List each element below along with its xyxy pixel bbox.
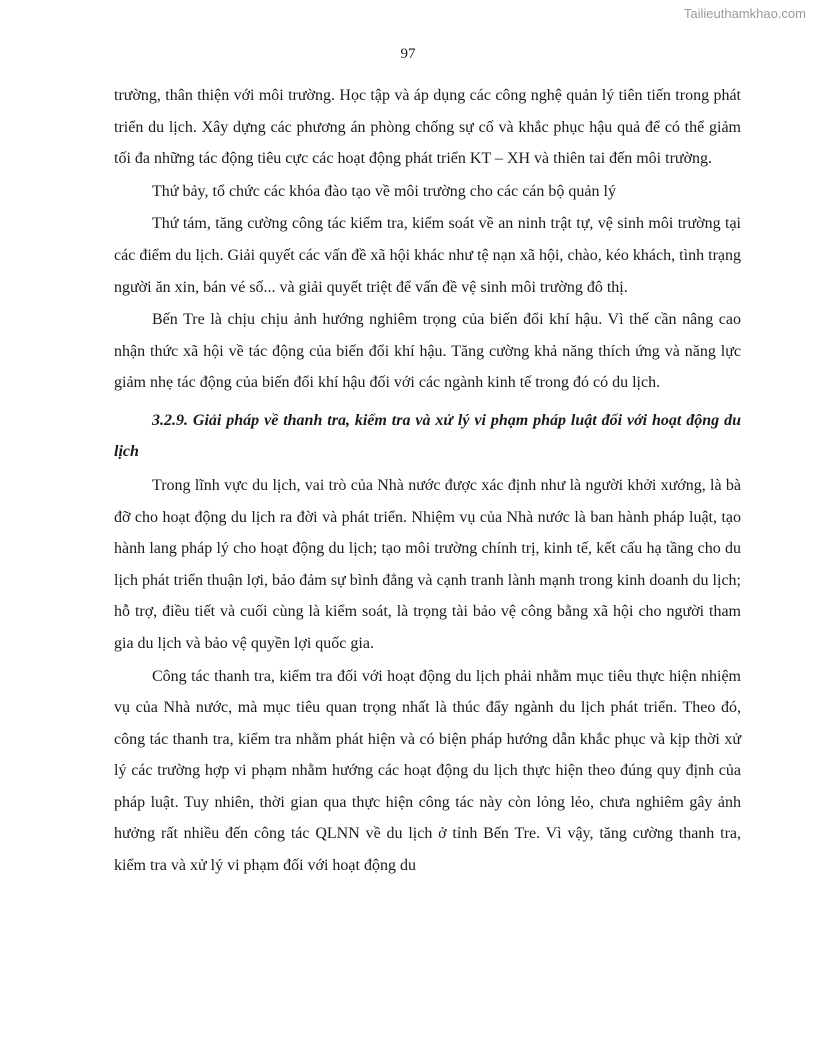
watermark: Tailieuthamkhao.com xyxy=(683,6,806,21)
paragraph-inspection: Công tác thanh tra, kiểm tra đối với hoạt động du lịch phải nhằm mục tiêu thực hiện nhiệm vụ của Nhà nước, mà mục tiêu quan trọng nhất là thúc đẩy ngành du lịch phát triển. Theo đó, công tác thanh tra, kiểm tra nhằm phát hiện và có biện pháp hướng dẫn khắc phục và kịp thời xử lý các trường hợp vi phạm nhằm hướng các hoạt động du lịch thực hiện theo đúng quy định của pháp luật. Tuy nhiên, thời gian qua thực hiện công tác này còn lỏng lẻo, chưa nghiêm gây ảnh hưởng rất nhiều đến công tác QLNN về du lịch ở tỉnh Bến Tre. Vì vậy, tăng cường thanh tra, kiểm tra và xử lý vi phạm đối với hoạt động du xyxy=(114,667,741,875)
paragraph-state-role: Trong lĩnh vực du lịch, vai trò của Nhà nước được xác định như là người khởi xướng, là bà đỡ cho hoạt động du lịch ra đời và phát triển. Nhiệm vụ của Nhà nước là ban hành pháp luật, tạo hành lang pháp lý cho hoạt động du lịch; tạo môi trường chính trị, kinh tế, kết cấu hạ tầng cho du lịch phát triển thuận lợi, bảo đảm sự bình đẳng và cạnh tranh lành mạnh trong kinh doanh du lịch; hỗ trợ, điều tiết và cuối cùng là kiểm soát, là trọng tài bảo vệ công bằng xã hội cho người tham gia du lịch và bảo vệ quyền lợi quốc gia. xyxy=(114,476,741,652)
document-body xyxy=(114,80,741,882)
section-heading-3-2-9: 3.2.9. Giải pháp về thanh tra, kiểm tra và xử lý vi phạm pháp luật đối với hoạt động du lịch xyxy=(114,411,741,460)
paragraph-thu-bay: Thứ bảy, tổ chức các khóa đào tạo về môi trường cho các cán bộ quản lý xyxy=(152,182,616,200)
paragraph-continuation: trường, thân thiện với môi trường. Học tập và áp dụng các công nghệ quản lý tiên tiến trong phát triển du lịch. Xây dựng các phương án phòng chống sự cố và khắc phục hậu quả để có thể giảm tối đa những tác động tiêu cực các hoạt động phát triển KT – XH và thiên tai đến môi trường. xyxy=(114,87,741,168)
page-number: 97 xyxy=(400,46,416,62)
paragraph-ben-tre-climate: Bến Tre là chịu chịu ảnh hướng nghiêm trọng của biến đổi khí hậu. Vì thế cần nâng cao nhận thức xã hội về tác động của biến đổi khí hậu. Tăng cường khả năng thích ứng và năng lực giảm nhẹ tác động của biến đổi khí hậu đối với các ngành kinh tế trong đó có du lịch. xyxy=(114,311,741,392)
paragraph-thu-tam: Thứ tám, tăng cường công tác kiểm tra, kiểm soát về an ninh trật tự, vệ sinh môi trường tại các điểm du lịch. Giải quyết các vấn đề xã hội khác như tệ nạn xã hội, chào, kéo khách, tình trạng người ăn xin, bán vé số... và giải quyết triệt để vấn đề vệ sinh môi trường đô thị. xyxy=(114,215,741,296)
